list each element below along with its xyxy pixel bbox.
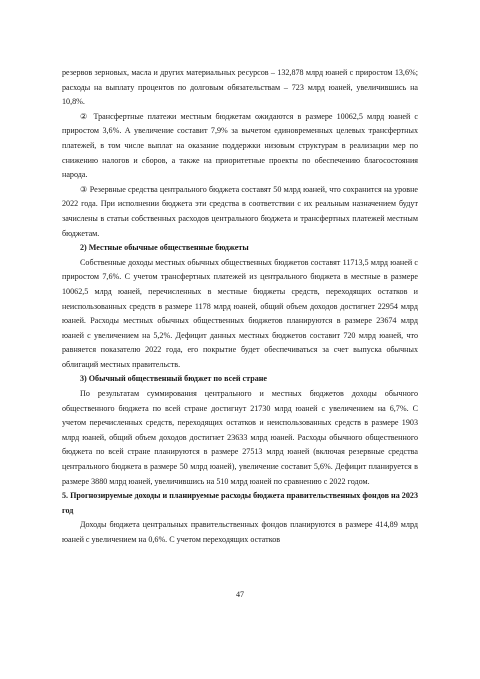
paragraph-local-budgets: Собственные доходы местных обычных общественных бюджетов составят 11713,5 млрд юаней с приростом 7,6%. С учетом трансфертных платежей из центрального бюджета в местные в размере 10062,5 млрд юаней, перечисленных в местные бюджеты средств, переходящих остатков и неиспользованных средств в размере 1178 млрд юаней, общий объем доходов достигнет 22954 млрд юаней. Расходы местных обычных общественных бюджетов планируются в размере 23674 млрд юаней с увеличением на 5,2%. Дефицит данных местных бюджетов составит 720 млрд юаней, что равняется показателю 2022 года, его покрытие будет обеспечиваться за счет выпуска обычных облигаций местных правительств. — [62, 257, 418, 369]
document-page — [62, 66, 418, 548]
paragraph-continuation: резервов зерновых, масла и других материальных ресурсов – 132,878 млрд юаней с приростом 13,6%; расходы на выплату процентов по долговым обязательствам – 723 млрд юаней, увеличившись на 10,8%. — [62, 68, 418, 107]
paragraph-national-budget: По результатам суммирования центрального и местных бюджетов доходы обычного общественного бюджета по всей стране достигнут 21730 млрд юаней с увеличением на 6,7%. С учетом перечисленных средств, переходящих остатков и неиспользованных средств в размере 1903 млрд юаней, общий объем доходов достигнет 23633 млрд юаней. Расходы обычного общественного бюджета по всей стране планируются в размере 27513 млрд юаней (включая резервные средства центрального бюджета в размере 50 млрд юаней), увеличение составит 5,6%. Дефицит планируется в размере 3880 млрд юаней, увеличившись на 510 млрд юаней по сравнению с 2022 годом. — [62, 389, 418, 486]
heading-national-budget: 3) Обычный общественный бюджет по всей стране — [80, 374, 268, 384]
paragraph-government-funds: Доходы бюджета центральных правительственных фондов планируются в размере 414,89 млрд юаней с увеличением на 0,6%. С учетом переходящих остатков — [62, 520, 418, 544]
heading-local-budgets: 2) Местные обычные общественные бюджеты — [80, 243, 249, 253]
paragraph-transfer-payments: ② Трансфертные платежи местным бюджетам ожидаются в размере 10062,5 млрд юаней с приростом 3,6%. А увеличение составит 7,9% за вычетом единовременных целевых трансфертных платежей, в том числе выплат на оказание поддержки низовым структурам в реализации мер по снижению налогов и сборов, а также на приоритетные проекты по обеспечению благосостояния народа. — [62, 111, 418, 180]
paragraph-reserve-funds: ③ Резервные средства центрального бюджета составят 50 млрд юаней, что сохранится на уровне 2022 года. При исполнении бюджета эти средства в соответствии с их реальным назначением будут зачислены в статьи собственных расходов центрального бюджета и трансфертных платежей местным бюджетам. — [62, 184, 418, 238]
heading-government-funds: 5. Прогнозируемые доходы и планируемые расходы бюджета правительственных фондов на 2023 год — [62, 491, 418, 515]
page-number: 47 — [235, 590, 245, 599]
